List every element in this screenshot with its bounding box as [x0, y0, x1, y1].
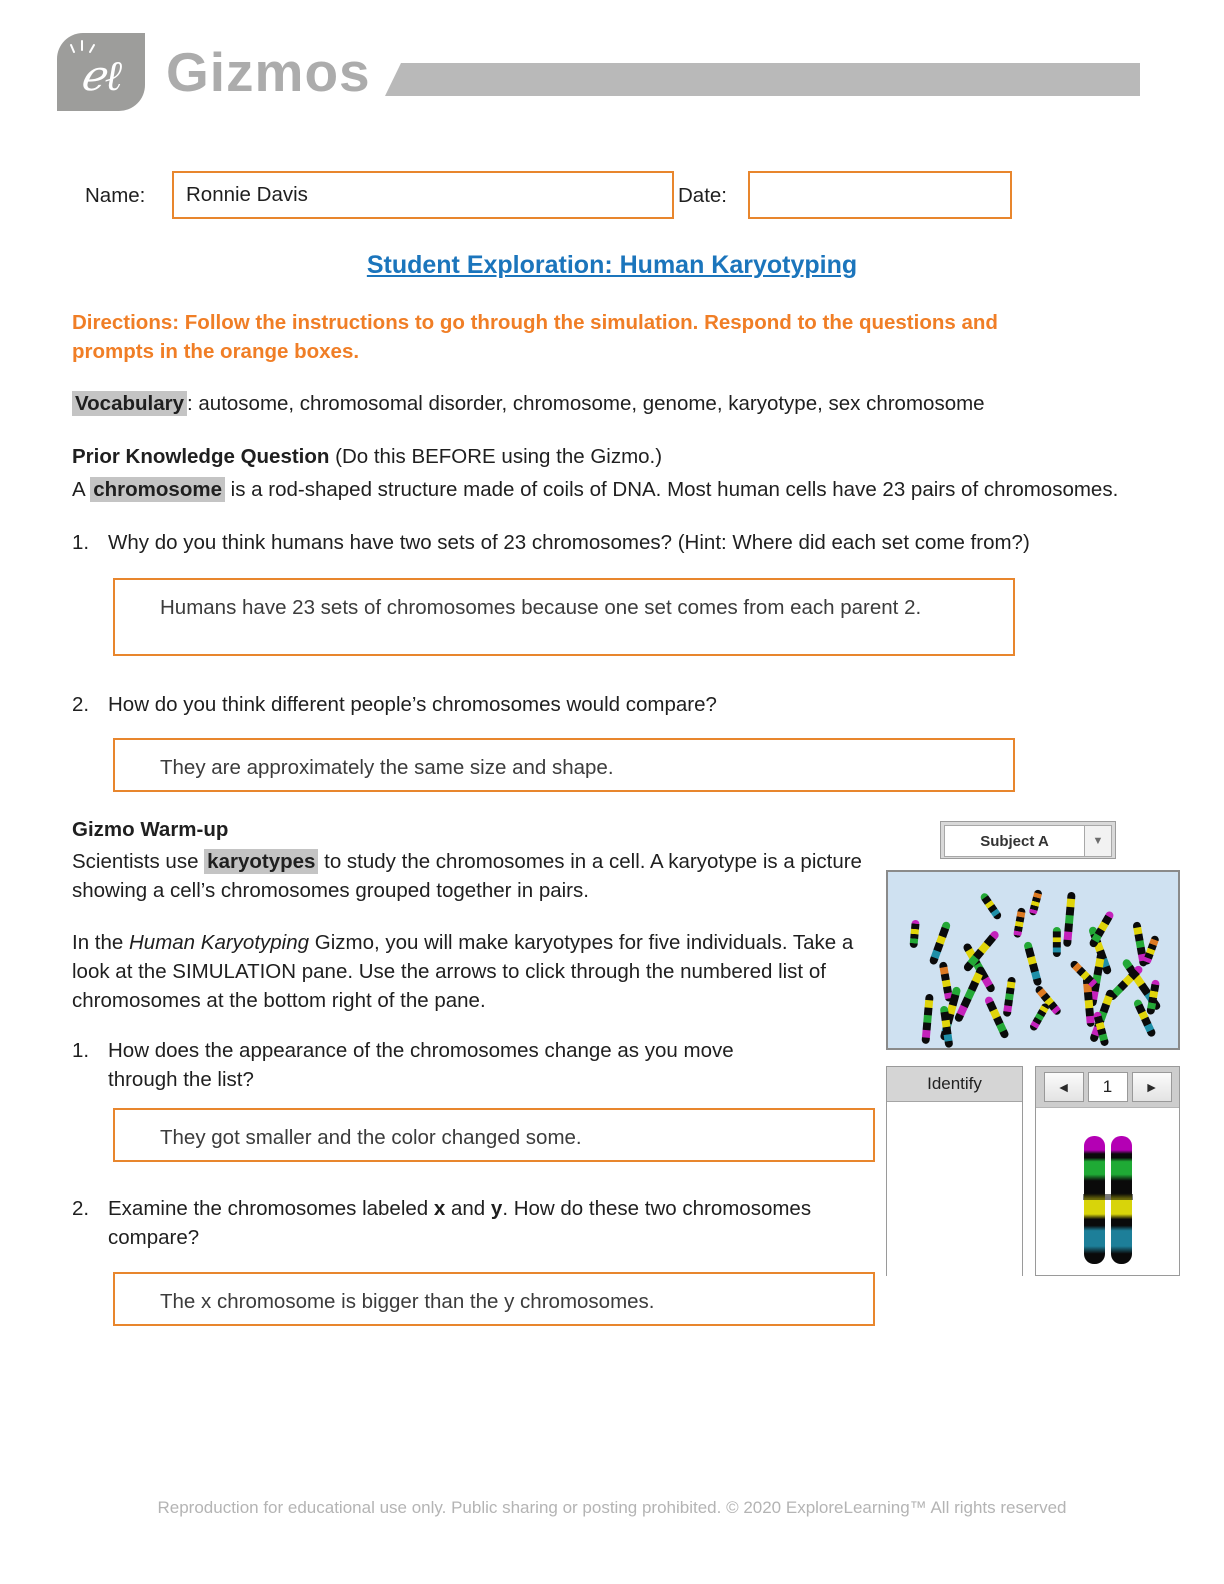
- question-1-number: 1.: [72, 531, 90, 554]
- warmup-question-1: [72, 1036, 772, 1094]
- question-2-text: How do you think different people’s chromosomes would compare?: [108, 693, 717, 716]
- wu-p2-post: Gizmo, you will make karyotypes for five individuals. Take a look at the SIMULATION pane. Use the arrows to click through the numbered list of chromosomes at the bottom right of the pane.: [72, 931, 854, 1012]
- warmup-question-1-number: 1.: [72, 1039, 90, 1062]
- name-input[interactable]: [172, 171, 674, 219]
- warmup-heading: Gizmo Warm-up: [72, 818, 229, 841]
- warmup-question-1-text: How does the appearance of the chromosomes change as you move through the list?: [108, 1039, 734, 1091]
- answer-3-text: They got smaller and the color changed some.: [160, 1126, 582, 1149]
- chromosome-pair-graphic: [1083, 1136, 1133, 1266]
- question-1: [72, 528, 1112, 557]
- chromosome-nav-bar: [1036, 1067, 1179, 1108]
- wu-q2-x: x: [433, 1197, 446, 1220]
- warmup-question-2-text: [108, 1194, 842, 1252]
- prior-knowledge-heading: [72, 445, 1192, 469]
- date-input[interactable]: [748, 171, 1012, 219]
- wu-p1-pre: Scientists use: [72, 850, 205, 873]
- prev-arrow-button[interactable]: ◄: [1044, 1072, 1084, 1102]
- chromosome-pair-display[interactable]: [1036, 1108, 1179, 1276]
- answer-2-text: They are approximately the same size and shape.: [160, 756, 614, 779]
- page-title: Student Exploration: Human Karyotyping: [366, 251, 858, 279]
- name-label: Name:: [85, 184, 146, 207]
- simulation-pane-image: [886, 870, 1180, 1050]
- chevron-down-icon[interactable]: ▼: [1084, 826, 1111, 856]
- warmup-question-2: [72, 1194, 842, 1252]
- next-arrow-button[interactable]: ►: [1132, 1072, 1172, 1102]
- question-1-text: Why do you think humans have two sets of 23 chromosomes? (Hint: Where did each set come from?): [108, 531, 1030, 554]
- subject-dropdown-value: Subject A: [980, 832, 1049, 850]
- logo-rays-icon: [70, 38, 96, 54]
- prior-knowledge-heading-bold: Prior Knowledge Question: [72, 445, 330, 468]
- name-value: Ronnie Davis: [186, 183, 308, 206]
- wu-p1-post: to study the chromosomes in a cell. A karyotype is a picture showing a cell’s chromosomes grouped together in pairs.: [72, 850, 862, 902]
- answer-box-3[interactable]: [113, 1108, 875, 1162]
- wu-p1-term: karyotypes: [204, 849, 318, 874]
- subject-dropdown[interactable]: [940, 821, 1116, 859]
- date-label: Date:: [678, 184, 727, 207]
- vocabulary-line: [72, 392, 1192, 416]
- vocabulary-list: : autosome, chromosomal disorder, chromosome, genome, karyotype, sex chromosome: [187, 392, 985, 415]
- answer-4-text: The x chromosome is bigger than the y chromosomes.: [160, 1290, 655, 1313]
- question-2: [72, 690, 1112, 719]
- prior-knowledge-body: [72, 475, 1187, 504]
- logo-el-monogram: ℯℓ: [79, 51, 123, 100]
- wu-q2-t2: and: [445, 1197, 491, 1220]
- directions-text: Directions: Follow the instructions to go through the simulation. Respond to the questions and prompts in the orange boxes.: [72, 311, 998, 363]
- pk-body-term: chromosome: [90, 477, 225, 502]
- answer-1-text: Humans have 23 sets of chromosomes because one set comes from each parent 2.: [160, 596, 922, 619]
- gizmos-wordmark: Gizmos: [166, 41, 371, 103]
- warmup-paragraph-2: [72, 928, 884, 1015]
- header-decorative-bar: [385, 63, 1140, 96]
- wu-p2-gizmo-name: Human Karyotyping: [129, 931, 310, 954]
- wu-q2-t1: Examine the chromosomes labeled: [108, 1197, 434, 1220]
- pk-body-post: is a rod-shaped structure made of coils of DNA. Most human cells have 23 pairs of chromosomes.: [224, 478, 1119, 501]
- answer-box-4[interactable]: [113, 1272, 875, 1326]
- wu-q2-y: y: [490, 1197, 503, 1220]
- vocabulary-term: Vocabulary: [72, 391, 187, 416]
- identify-panel: [886, 1066, 1023, 1276]
- chromosome-number-display: 1: [1088, 1072, 1128, 1102]
- scattered-chromosomes-graphic: [888, 872, 1178, 1048]
- pk-body-pre: A: [72, 478, 91, 501]
- warmup-question-2-number: 2.: [72, 1197, 90, 1220]
- question-2-number: 2.: [72, 693, 90, 716]
- footer-copyright: Reproduction for educational use only. Public sharing or posting prohibited. © 2020 ExploreLearning™ All rights reserved: [157, 1498, 1067, 1517]
- identify-panel-header: Identify: [887, 1067, 1022, 1102]
- warmup-paragraph-1: [72, 847, 884, 905]
- prior-knowledge-heading-rest: (Do this BEFORE using the Gizmo.): [329, 445, 663, 468]
- identify-drop-area[interactable]: [887, 1102, 1022, 1276]
- answer-box-2[interactable]: [113, 738, 1015, 792]
- wu-p2-pre: In the: [72, 931, 129, 954]
- wu-q2-t3: . How do these two chromosomes compare?: [108, 1197, 812, 1249]
- answer-box-1[interactable]: [113, 578, 1015, 656]
- chromosome-viewer-panel: [1035, 1066, 1180, 1276]
